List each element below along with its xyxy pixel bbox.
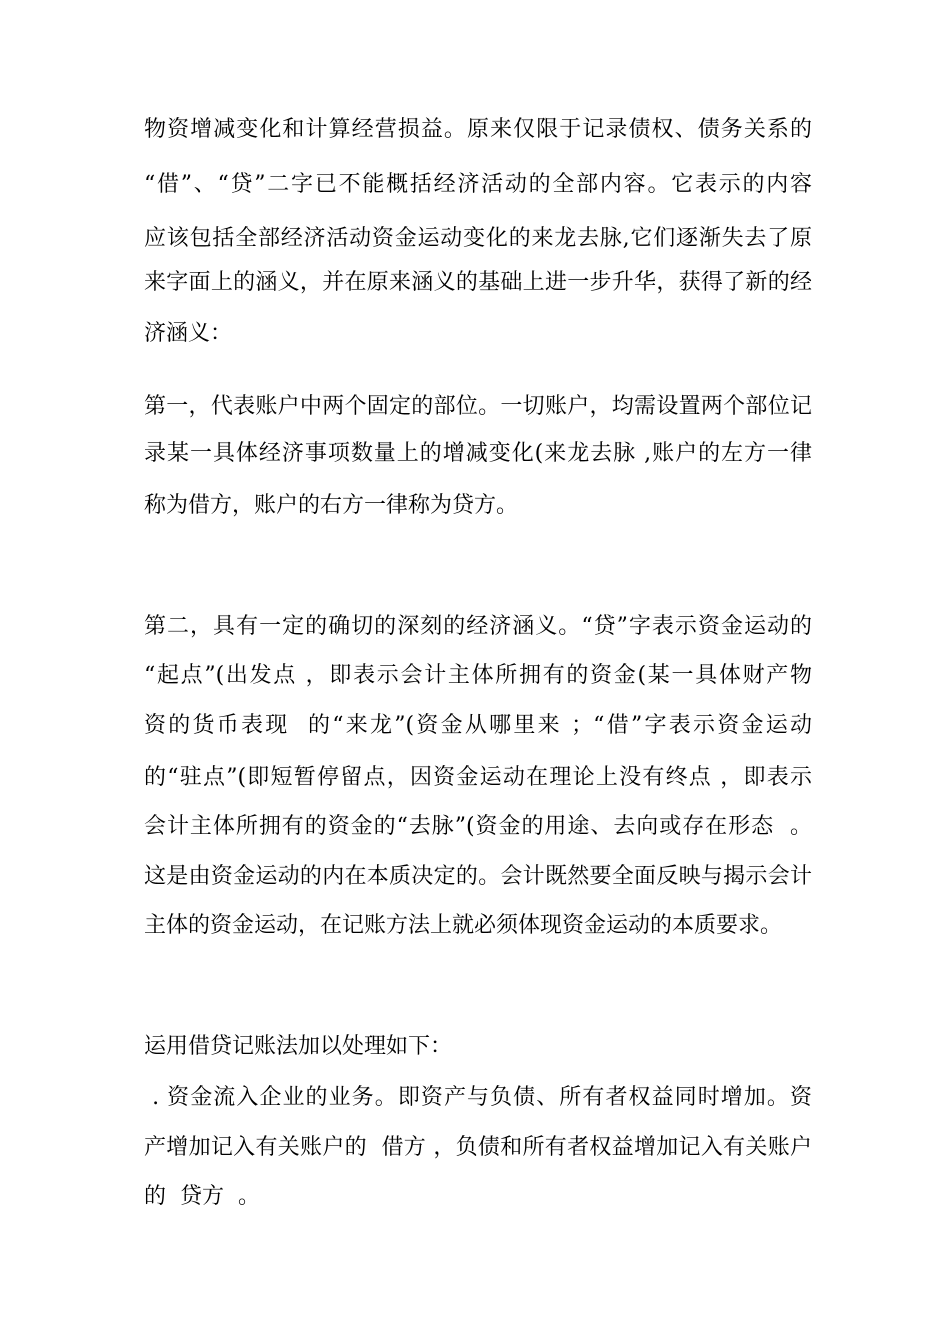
text-line: 来字面上的涵义，并在原来涵义的基础上进一步升华，获得了新的经 [144, 270, 812, 295]
text-line: “起点”(出发点 ，即表示会计主体所拥有的资金(某一具体财产物 [144, 663, 812, 688]
text-line: 会计主体所拥有的资金的“去脉”(资金的用途、去向或存在形态 。 [144, 814, 812, 839]
text-line: 主体的资金运动，在记账方法上就必须体现资金运动的本质要求。 [144, 913, 783, 938]
text-line: 称为借方，账户的右方一律称为贷方。 [144, 493, 519, 518]
text-line: 的“驻点”(即短暂停留点，因资金运动在理论上没有终点 ，即表示 [144, 765, 812, 790]
text-line: 的 贷方 。 [144, 1184, 260, 1209]
text-line: 济涵义： [144, 321, 233, 346]
text-line: 录某一具体经济事项数量上的增减变化(来龙去脉 ,账户的左方一律 [144, 441, 812, 466]
text-line: 应该包括全部经济活动资金运动变化的来龙去脉,它们逐渐失去了原 [144, 226, 812, 251]
text-line: . 资金流入企业的业务。即资产与负债、所有者权益同时增加。资 [144, 1085, 812, 1110]
text-line: 这是由资金运动的内在本质决定的。会计既然要全面反映与揭示会计 [144, 864, 812, 889]
text-line: 第一，代表账户中两个固定的部位。一切账户，均需设置两个部位记 [144, 394, 812, 419]
text-line: 物资增减变化和计算经营损益。原来仅限于记录债权、债务关系的 [144, 117, 812, 142]
text-line: 运用借贷记账法加以处理如下： [144, 1034, 453, 1059]
text-line: 资的货币表现 的“来龙”(资金从哪里来 ；“借”字表示资金运动 [144, 713, 812, 738]
text-line: “借”、“贷”二字已不能概括经济活动的全部内容。它表示的内容 [144, 172, 812, 197]
text-line: 第二，具有一定的确切的深刻的经济涵义。“贷”字表示资金运动的 [144, 614, 812, 639]
text-line: 产增加记入有关账户的 借方 ，负债和所有者权益增加记入有关账户 [144, 1135, 812, 1160]
